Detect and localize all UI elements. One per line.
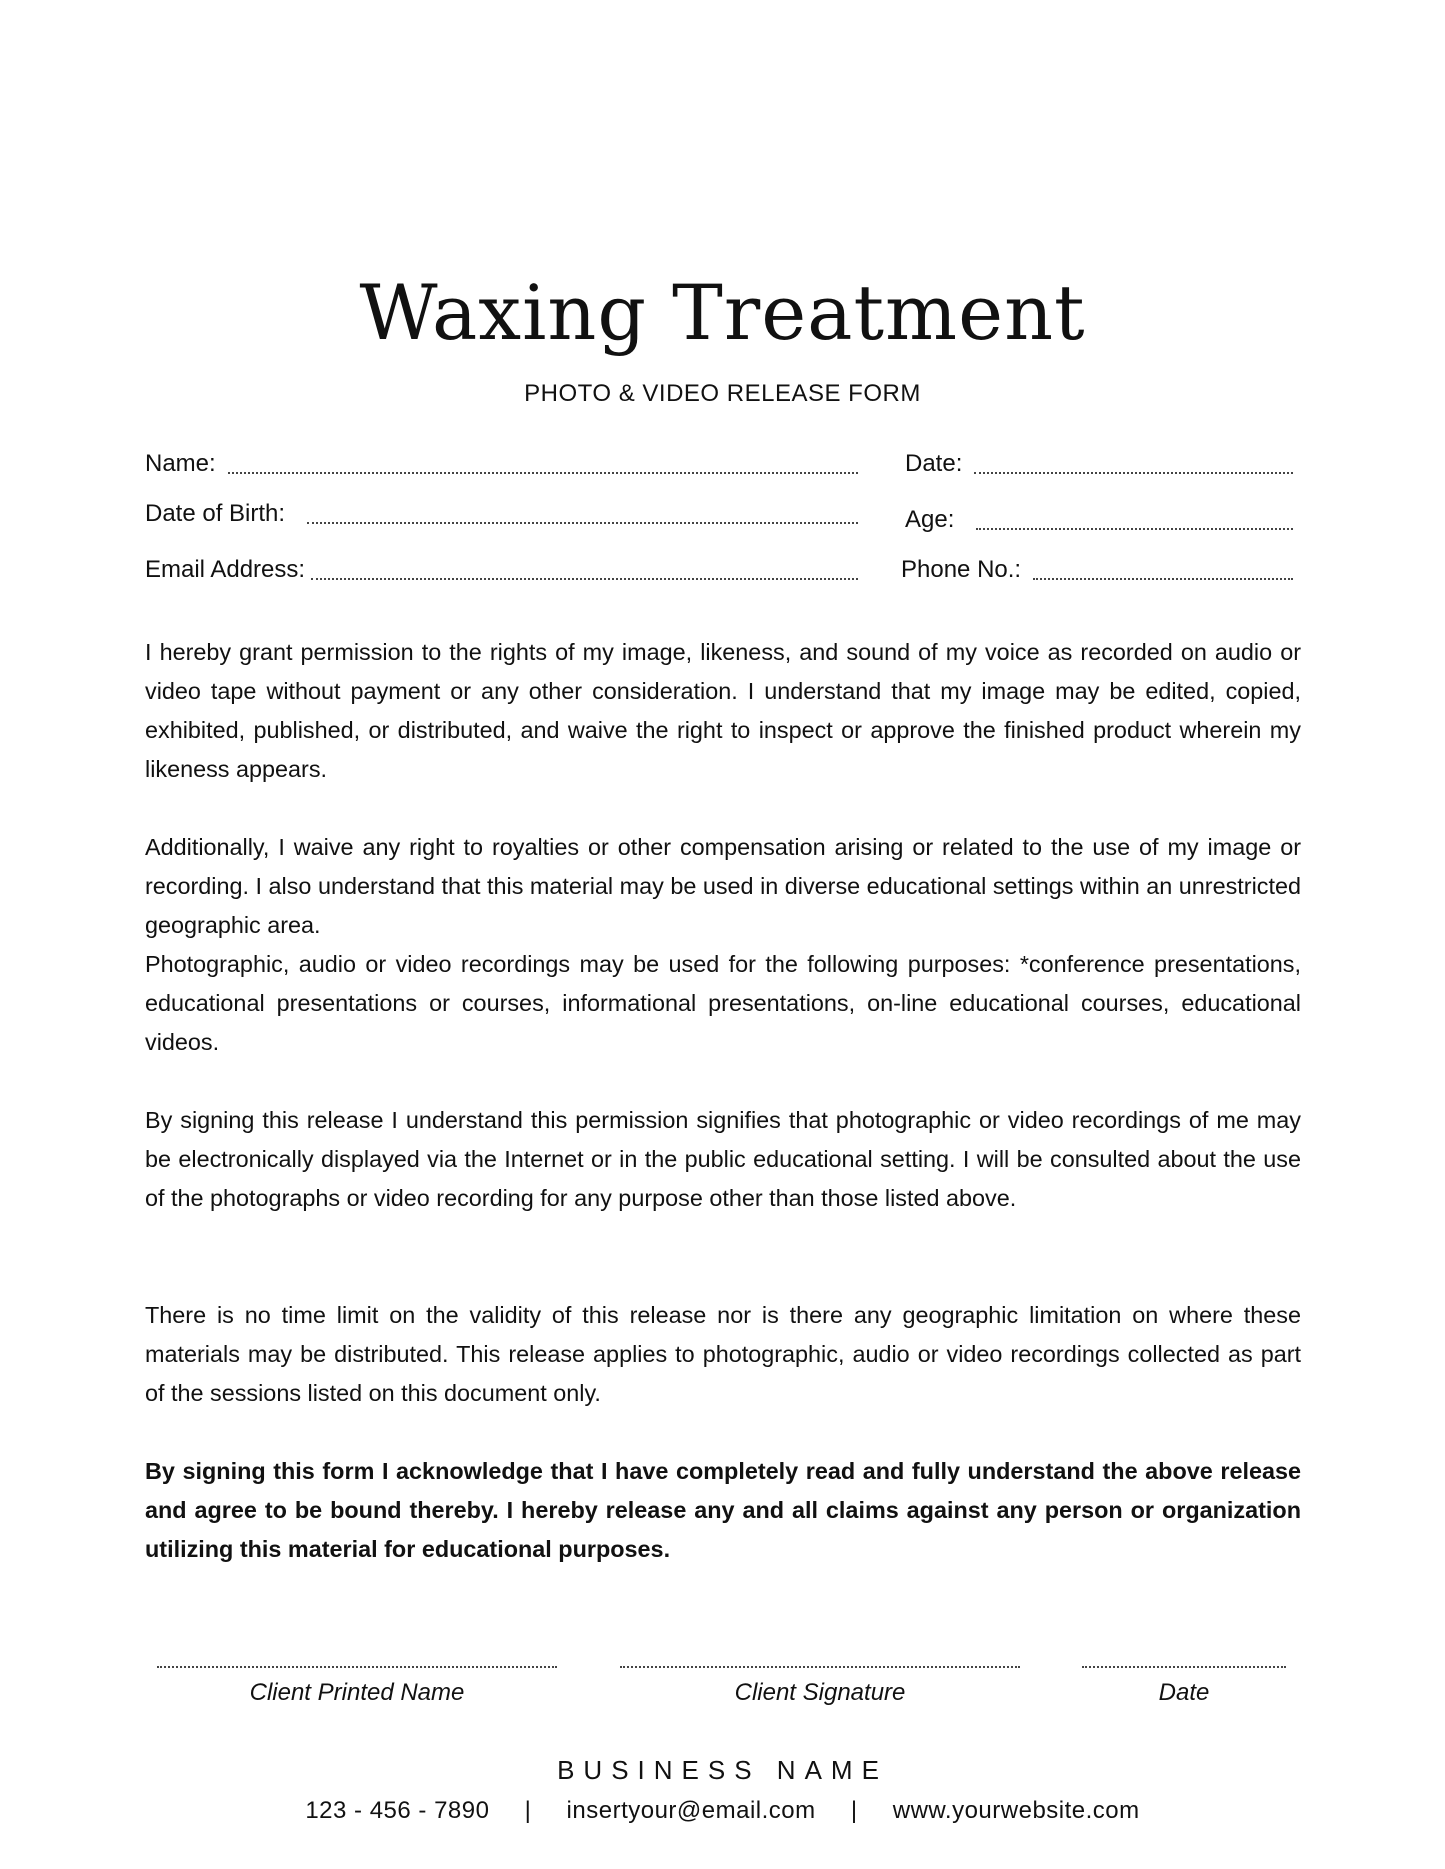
paragraph-acknowledgement: By signing this form I acknowledge that I have completely read and fully understand the above release and agree to be bound thereby. I hereby release any and all claims against any person or organization utilizing this material for educational purposes. bbox=[145, 1458, 1301, 1562]
phone-field[interactable] bbox=[901, 558, 1293, 582]
paragraph-validity: There is no time limit on the validity of this release nor is there any geographic limitation on where these materials may be distributed. This release applies to photographic, audio or video recordings collected as part of the sessions listed on this document only. bbox=[145, 1302, 1301, 1406]
paragraph-consent: I hereby grant permission to the rights of my image, likeness, and sound of my voice as recorded on audio or video tape without payment or any other consideration. I understand that my image may be edited, copied, exhibited, published, or distributed, and waive the right to inspect or approve the finished product wherein my likeness appears. bbox=[145, 639, 1301, 782]
client-signature-label: Client Signature bbox=[734, 1679, 906, 1706]
dob-line bbox=[307, 521, 858, 524]
client-printed-name-line bbox=[157, 1666, 557, 1669]
footer-phone: 123 - 456 - 7890 bbox=[305, 1797, 490, 1824]
footer-separator-1: | bbox=[524, 1797, 532, 1824]
age-field[interactable] bbox=[905, 508, 1293, 532]
name-field[interactable] bbox=[145, 452, 858, 476]
paragraph-display: By signing this release I understand this permission signifies that photographic or video recordings of me may be electronically displayed via the Internet or in the public educational setting. I will be consulted about the use of the photographs or video recording for any purpose other than those listed above. bbox=[145, 1107, 1301, 1211]
form-title: Waxing Treatment bbox=[359, 268, 1086, 357]
paragraph-royalties: Additionally, I waive any right to royalties or other compensation arising or related to the use of my image or recording. I also understand that this material may be used in diverse educational settings within an unrestricted geographic area. bbox=[145, 834, 1301, 938]
age-line bbox=[976, 527, 1293, 530]
footer-email[interactable]: insertyour@email.com bbox=[566, 1797, 816, 1824]
phone-line bbox=[1033, 577, 1293, 580]
client-signature-line bbox=[620, 1666, 1020, 1669]
age-label: Age: bbox=[905, 506, 955, 533]
dob-field[interactable] bbox=[145, 502, 858, 526]
date-label: Date: bbox=[905, 450, 963, 477]
email-line bbox=[311, 577, 858, 580]
date-line bbox=[974, 471, 1293, 474]
client-printed-name-block[interactable] bbox=[157, 1666, 557, 1707]
footer-website[interactable]: www.yourwebsite.com bbox=[892, 1797, 1140, 1824]
footer-separator-2: | bbox=[850, 1797, 858, 1824]
name-line bbox=[228, 471, 858, 474]
contact-line bbox=[0, 1797, 1445, 1825]
dob-label: Date of Birth: bbox=[145, 500, 286, 527]
phone-label: Phone No.: bbox=[901, 556, 1022, 583]
client-signature-block[interactable] bbox=[620, 1666, 1020, 1707]
business-name: BUSINESS NAME bbox=[557, 1755, 888, 1785]
email-field[interactable] bbox=[145, 558, 858, 582]
form-subtitle: PHOTO & VIDEO RELEASE FORM bbox=[524, 380, 921, 407]
signature-date-block[interactable] bbox=[1082, 1666, 1286, 1707]
email-label: Email Address: bbox=[145, 556, 306, 583]
date-field[interactable] bbox=[905, 452, 1293, 476]
signature-date-label: Date bbox=[1158, 1679, 1210, 1706]
signature-date-line bbox=[1082, 1666, 1286, 1669]
paragraph-purposes: Photographic, audio or video recordings may be used for the following purposes: *conference presentations, educational presentations or courses, informational presentations, on-line educational courses, educational videos. bbox=[145, 951, 1301, 1055]
name-label: Name: bbox=[145, 450, 216, 477]
client-printed-name-label: Client Printed Name bbox=[249, 1679, 465, 1706]
